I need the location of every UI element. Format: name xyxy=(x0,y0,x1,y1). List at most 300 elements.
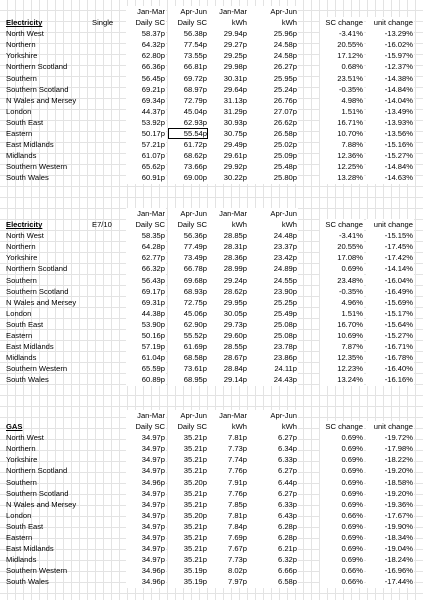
cell[interactable]: 0.69% xyxy=(320,443,364,454)
region-cell[interactable]: East Midlands xyxy=(6,544,54,554)
cell[interactable]: -19.20% xyxy=(366,465,414,476)
cell[interactable]: 7.67p xyxy=(208,543,248,554)
cell[interactable]: 61.04p xyxy=(126,352,166,363)
cell[interactable]: 29.98p xyxy=(208,61,248,72)
cell[interactable]: Daily SC xyxy=(168,421,208,432)
cell[interactable]: SC change xyxy=(320,219,364,230)
cell[interactable]: Daily SC xyxy=(126,421,166,432)
section-title[interactable]: Electricity xyxy=(6,220,43,230)
cell[interactable]: 25.49p xyxy=(248,308,298,319)
cell[interactable]: 0.68% xyxy=(320,61,364,72)
cell[interactable]: 34.97p xyxy=(126,465,166,476)
cell[interactable]: 68.58p xyxy=(168,352,208,363)
cell[interactable]: 50.17p xyxy=(126,128,166,139)
cell[interactable]: 28.36p xyxy=(208,252,248,263)
cell[interactable]: Daily SC xyxy=(168,219,208,230)
cell[interactable]: 62.80p xyxy=(126,50,166,61)
tariff-label[interactable]: E7/10 xyxy=(92,220,112,230)
cell[interactable]: 34.96p xyxy=(126,576,166,587)
cell[interactable]: 6.21p xyxy=(248,543,298,554)
cell[interactable]: 31.29p xyxy=(208,106,248,117)
cell[interactable]: 24.48p xyxy=(248,230,298,241)
cell[interactable]: -17.42% xyxy=(366,252,414,263)
cell[interactable]: -0.35% xyxy=(320,286,364,297)
cell[interactable]: 7.97p xyxy=(208,576,248,587)
region-cell[interactable]: Midlands xyxy=(6,353,37,363)
cell[interactable]: 69.68p xyxy=(168,275,208,286)
cell[interactable]: 69.21p xyxy=(126,84,166,95)
cell[interactable]: 57.21p xyxy=(126,139,166,150)
cell[interactable]: 6.33p xyxy=(248,499,298,510)
cell[interactable]: 24.58p xyxy=(248,50,298,61)
cell[interactable]: -16.40% xyxy=(366,363,414,374)
cell[interactable]: 6.27p xyxy=(248,488,298,499)
cell[interactable]: 10.70% xyxy=(320,128,364,139)
region-cell[interactable]: Southern Western xyxy=(6,364,68,374)
region-cell[interactable]: Southern Western xyxy=(6,162,68,172)
region-cell[interactable]: Northern xyxy=(6,444,36,454)
section-title[interactable]: Electricity xyxy=(6,18,43,28)
cell[interactable]: 66.32p xyxy=(126,263,166,274)
region-cell[interactable]: Midlands xyxy=(6,151,37,161)
cell[interactable]: 35.21p xyxy=(168,532,208,543)
region-cell[interactable]: Yorkshire xyxy=(6,253,38,263)
cell[interactable]: 28.84p xyxy=(208,363,248,374)
cell[interactable]: 50.16p xyxy=(126,330,166,341)
cell[interactable]: -19.90% xyxy=(366,521,414,532)
region-cell[interactable]: South East xyxy=(6,319,44,329)
cell[interactable]: -16.78% xyxy=(366,352,414,363)
cell[interactable]: 25.48p xyxy=(248,161,298,172)
cell[interactable]: 25.24p xyxy=(248,84,298,95)
cell[interactable]: 7.69p xyxy=(208,532,248,543)
cell[interactable]: 6.32p xyxy=(248,554,298,565)
cell[interactable]: 29.95p xyxy=(208,297,248,308)
cell[interactable]: 1.51% xyxy=(320,308,364,319)
cell[interactable]: 28.62p xyxy=(208,286,248,297)
cell[interactable]: -19.04% xyxy=(366,543,414,554)
cell[interactable]: -16.02% xyxy=(366,39,414,50)
cell[interactable]: 7.81p xyxy=(208,510,248,521)
cell[interactable]: -15.97% xyxy=(366,50,414,61)
cell[interactable]: 72.75p xyxy=(168,297,208,308)
cell[interactable]: 53.90p xyxy=(126,319,166,330)
cell[interactable]: 61.07p xyxy=(126,150,166,161)
region-cell[interactable]: South East xyxy=(6,521,44,531)
cell[interactable]: 72.79p xyxy=(168,95,208,106)
cell[interactable]: -15.27% xyxy=(366,150,414,161)
cell[interactable]: 29.49p xyxy=(208,139,248,150)
cell[interactable]: 34.97p xyxy=(126,543,166,554)
cell[interactable]: 6.34p xyxy=(248,443,298,454)
cell[interactable]: 68.62p xyxy=(168,150,208,161)
cell[interactable]: -13.56% xyxy=(366,128,414,139)
cell[interactable]: 7.76p xyxy=(208,488,248,499)
region-cell[interactable]: South East xyxy=(6,117,44,127)
cell[interactable]: 20.55% xyxy=(320,241,364,252)
cell[interactable]: 0.69% xyxy=(320,432,364,443)
region-cell[interactable]: Eastern xyxy=(6,129,33,139)
region-cell[interactable]: Yorkshire xyxy=(6,455,38,465)
cell[interactable]: 26.27p xyxy=(248,61,298,72)
region-cell[interactable]: North West xyxy=(6,29,44,39)
cell[interactable]: 35.21p xyxy=(168,554,208,565)
cell[interactable]: 0.66% xyxy=(320,576,364,587)
cell[interactable]: 29.14p xyxy=(208,374,248,385)
cell[interactable]: 62.90p xyxy=(168,319,208,330)
selected-cell[interactable]: 55.54p xyxy=(168,128,208,139)
cell[interactable]: 34.97p xyxy=(126,432,166,443)
region-cell[interactable]: Eastern xyxy=(6,331,33,341)
cell[interactable]: 6.43p xyxy=(248,510,298,521)
cell[interactable]: 34.96p xyxy=(126,477,166,488)
cell[interactable]: 25.08p xyxy=(248,319,298,330)
cell[interactable]: 68.97p xyxy=(168,84,208,95)
cell[interactable]: 13.24% xyxy=(320,374,364,385)
cell[interactable]: 73.55p xyxy=(168,50,208,61)
cell[interactable]: -14.14% xyxy=(366,263,414,274)
cell[interactable]: 7.85p xyxy=(208,499,248,510)
cell[interactable]: 26.62p xyxy=(248,117,298,128)
cell[interactable]: -18.58% xyxy=(366,477,414,488)
cell[interactable]: 69.17p xyxy=(126,286,166,297)
cell[interactable]: 65.62p xyxy=(126,161,166,172)
tariff-label[interactable]: Single xyxy=(92,18,114,28)
cell[interactable]: 23.42p xyxy=(248,252,298,263)
cell[interactable]: Jan-Mar xyxy=(208,6,248,17)
cell[interactable]: 23.37p xyxy=(248,241,298,252)
cell[interactable]: 29.64p xyxy=(208,84,248,95)
cell[interactable]: 45.06p xyxy=(168,308,208,319)
region-cell[interactable]: South Wales xyxy=(6,375,49,385)
cell[interactable]: 69.31p xyxy=(126,297,166,308)
cell[interactable]: -13.29% xyxy=(366,28,414,39)
cell[interactable]: 35.21p xyxy=(168,543,208,554)
cell[interactable]: -16.16% xyxy=(366,374,414,385)
cell[interactable]: -12.37% xyxy=(366,61,414,72)
cell[interactable]: Jan-Mar xyxy=(208,410,248,421)
cell[interactable]: 23.90p xyxy=(248,286,298,297)
cell[interactable]: 56.45p xyxy=(126,73,166,84)
cell[interactable]: Apr-Jun xyxy=(168,6,208,17)
cell[interactable]: 29.24p xyxy=(208,275,248,286)
cell[interactable]: 0.69% xyxy=(320,263,364,274)
cell[interactable]: -15.16% xyxy=(366,139,414,150)
cell[interactable]: 26.58p xyxy=(248,128,298,139)
cell[interactable]: 25.95p xyxy=(248,73,298,84)
cell[interactable]: 60.89p xyxy=(126,374,166,385)
cell[interactable]: -15.27% xyxy=(366,330,414,341)
region-cell[interactable]: North West xyxy=(6,231,44,241)
cell[interactable]: 28.85p xyxy=(208,230,248,241)
cell[interactable]: 0.69% xyxy=(320,477,364,488)
cell[interactable]: -13.93% xyxy=(366,117,414,128)
cell[interactable]: 56.36p xyxy=(168,230,208,241)
cell[interactable]: 6.27p xyxy=(248,465,298,476)
cell[interactable]: 29.27p xyxy=(208,39,248,50)
cell[interactable]: 45.04p xyxy=(168,106,208,117)
cell[interactable]: -17.45% xyxy=(366,241,414,252)
region-cell[interactable]: Southern Scotland xyxy=(6,488,69,498)
cell[interactable]: 73.49p xyxy=(168,252,208,263)
cell[interactable]: 6.33p xyxy=(248,454,298,465)
cell[interactable]: 64.32p xyxy=(126,39,166,50)
cell[interactable]: 29.92p xyxy=(208,161,248,172)
cell[interactable]: Apr-Jun xyxy=(248,208,298,219)
cell[interactable]: 29.25p xyxy=(208,50,248,61)
cell[interactable]: 25.96p xyxy=(248,28,298,39)
cell[interactable]: 35.21p xyxy=(168,443,208,454)
cell[interactable]: 30.22p xyxy=(208,172,248,183)
cell[interactable]: 77.49p xyxy=(168,241,208,252)
cell[interactable]: 12.23% xyxy=(320,363,364,374)
cell[interactable]: 56.43p xyxy=(126,275,166,286)
cell[interactable]: 58.35p xyxy=(126,230,166,241)
region-cell[interactable]: Southern xyxy=(6,477,37,487)
cell[interactable]: Daily SC xyxy=(168,17,208,28)
cell[interactable]: 0.66% xyxy=(320,565,364,576)
cell[interactable]: -14.04% xyxy=(366,95,414,106)
cell[interactable]: 27.07p xyxy=(248,106,298,117)
cell[interactable]: kWh xyxy=(208,421,248,432)
cell[interactable]: 16.70% xyxy=(320,319,364,330)
cell[interactable]: 26.76p xyxy=(248,95,298,106)
cell[interactable]: 23.78p xyxy=(248,341,298,352)
cell[interactable]: 30.75p xyxy=(208,128,248,139)
cell[interactable]: 7.84p xyxy=(208,521,248,532)
cell[interactable]: 30.31p xyxy=(208,73,248,84)
cell[interactable]: -15.64% xyxy=(366,319,414,330)
cell[interactable]: 35.19p xyxy=(168,576,208,587)
region-cell[interactable]: Northern xyxy=(6,40,36,50)
cell[interactable]: 34.97p xyxy=(126,532,166,543)
cell[interactable]: -3.41% xyxy=(320,28,364,39)
cell[interactable]: -16.49% xyxy=(366,286,414,297)
cell[interactable]: 34.97p xyxy=(126,499,166,510)
cell[interactable]: 35.21p xyxy=(168,499,208,510)
cell[interactable]: 6.58p xyxy=(248,576,298,587)
cell[interactable]: 23.51% xyxy=(320,73,364,84)
cell[interactable]: 7.87% xyxy=(320,341,364,352)
cell[interactable]: -18.24% xyxy=(366,554,414,565)
cell[interactable]: -17.98% xyxy=(366,443,414,454)
cell[interactable]: Apr-Jun xyxy=(168,410,208,421)
cell[interactable]: 68.95p xyxy=(168,374,208,385)
region-cell[interactable]: Northern xyxy=(6,242,36,252)
cell[interactable]: 31.13p xyxy=(208,95,248,106)
cell[interactable]: -14.84% xyxy=(366,84,414,95)
cell[interactable]: 16.71% xyxy=(320,117,364,128)
cell[interactable]: -18.22% xyxy=(366,454,414,465)
cell[interactable]: 34.96p xyxy=(126,565,166,576)
cell[interactable]: 30.93p xyxy=(208,117,248,128)
region-cell[interactable]: South Wales xyxy=(6,577,49,587)
region-cell[interactable]: East Midlands xyxy=(6,140,54,150)
cell[interactable]: 57.19p xyxy=(126,341,166,352)
cell[interactable]: 34.97p xyxy=(126,554,166,565)
cell[interactable]: 24.89p xyxy=(248,263,298,274)
cell[interactable]: 73.61p xyxy=(168,363,208,374)
cell[interactable]: 17.12% xyxy=(320,50,364,61)
cell[interactable]: 60.91p xyxy=(126,172,166,183)
cell[interactable]: unit change xyxy=(366,17,414,28)
cell[interactable]: -19.20% xyxy=(366,488,414,499)
cell[interactable]: Daily SC xyxy=(126,219,166,230)
cell[interactable]: 20.55% xyxy=(320,39,364,50)
cell[interactable]: 35.21p xyxy=(168,454,208,465)
cell[interactable]: 69.72p xyxy=(168,73,208,84)
cell[interactable]: 28.99p xyxy=(208,263,248,274)
cell[interactable]: kWh xyxy=(248,219,298,230)
cell[interactable]: 25.09p xyxy=(248,150,298,161)
cell[interactable]: 7.88% xyxy=(320,139,364,150)
cell[interactable]: 61.69p xyxy=(168,341,208,352)
cell[interactable]: 34.97p xyxy=(126,488,166,499)
region-cell[interactable]: South Wales xyxy=(6,173,49,183)
cell[interactable]: 24.43p xyxy=(248,374,298,385)
cell[interactable]: 6.28p xyxy=(248,521,298,532)
cell[interactable]: Jan-Mar xyxy=(126,6,166,17)
cell[interactable]: -13.49% xyxy=(366,106,414,117)
region-cell[interactable]: N Wales and Mersey xyxy=(6,297,77,307)
cell[interactable]: 25.80p xyxy=(248,172,298,183)
cell[interactable]: -15.15% xyxy=(366,230,414,241)
cell[interactable]: 28.31p xyxy=(208,241,248,252)
cell[interactable]: Jan-Mar xyxy=(126,410,166,421)
cell[interactable]: 7.74p xyxy=(208,454,248,465)
cell[interactable]: -14.38% xyxy=(366,73,414,84)
cell[interactable]: 28.67p xyxy=(208,352,248,363)
cell[interactable]: 0.69% xyxy=(320,521,364,532)
cell[interactable]: -16.04% xyxy=(366,275,414,286)
cell[interactable]: 29.60p xyxy=(208,330,248,341)
cell[interactable]: 0.69% xyxy=(320,543,364,554)
region-cell[interactable]: Southern Scotland xyxy=(6,286,69,296)
region-cell[interactable]: Northern Scotland xyxy=(6,264,68,274)
cell[interactable]: 30.05p xyxy=(208,308,248,319)
cell[interactable]: SC change xyxy=(320,421,364,432)
cell[interactable]: 58.37p xyxy=(126,28,166,39)
cell[interactable]: kWh xyxy=(248,421,298,432)
cell[interactable]: 0.69% xyxy=(320,454,364,465)
region-cell[interactable]: Southern xyxy=(6,73,37,83)
cell[interactable]: 7.81p xyxy=(208,432,248,443)
cell[interactable]: 64.28p xyxy=(126,241,166,252)
cell[interactable]: 0.66% xyxy=(320,510,364,521)
cell[interactable]: 35.19p xyxy=(168,565,208,576)
cell[interactable]: 53.92p xyxy=(126,117,166,128)
cell[interactable]: 34.97p xyxy=(126,510,166,521)
cell[interactable]: 13.28% xyxy=(320,172,364,183)
cell[interactable]: 69.34p xyxy=(126,95,166,106)
cell[interactable]: 1.51% xyxy=(320,106,364,117)
cell[interactable]: 0.69% xyxy=(320,532,364,543)
cell[interactable]: kWh xyxy=(208,17,248,28)
region-cell[interactable]: Southern xyxy=(6,275,37,285)
region-cell[interactable]: Northern Scotland xyxy=(6,466,68,476)
cell[interactable]: 35.21p xyxy=(168,521,208,532)
cell[interactable]: 77.54p xyxy=(168,39,208,50)
cell[interactable]: -19.72% xyxy=(366,432,414,443)
cell[interactable]: 4.98% xyxy=(320,95,364,106)
cell[interactable]: 35.21p xyxy=(168,465,208,476)
cell[interactable]: SC change xyxy=(320,17,364,28)
cell[interactable]: 35.20p xyxy=(168,477,208,488)
cell[interactable]: 6.44p xyxy=(248,477,298,488)
region-cell[interactable]: Midlands xyxy=(6,555,37,565)
cell[interactable]: 62.93p xyxy=(168,117,208,128)
cell[interactable]: kWh xyxy=(208,219,248,230)
cell[interactable]: -16.96% xyxy=(366,565,414,576)
cell[interactable]: 55.52p xyxy=(168,330,208,341)
cell[interactable]: 7.76p xyxy=(208,465,248,476)
cell[interactable]: 35.21p xyxy=(168,488,208,499)
cell[interactable]: 25.08p xyxy=(248,330,298,341)
cell[interactable]: Apr-Jun xyxy=(168,208,208,219)
cell[interactable]: 4.96% xyxy=(320,297,364,308)
cell[interactable]: 0.69% xyxy=(320,499,364,510)
cell[interactable]: 24.58p xyxy=(248,39,298,50)
cell[interactable]: 6.27p xyxy=(248,432,298,443)
region-cell[interactable]: London xyxy=(6,510,32,520)
cell[interactable]: 23.86p xyxy=(248,352,298,363)
cell[interactable]: 34.97p xyxy=(126,454,166,465)
region-cell[interactable]: Yorkshire xyxy=(6,51,38,61)
region-cell[interactable]: East Midlands xyxy=(6,342,54,352)
cell[interactable]: 0.69% xyxy=(320,488,364,499)
cell[interactable]: 6.28p xyxy=(248,532,298,543)
cell[interactable]: 34.97p xyxy=(126,521,166,532)
cell[interactable]: 8.02p xyxy=(208,565,248,576)
cell[interactable]: 12.36% xyxy=(320,150,364,161)
cell[interactable]: Jan-Mar xyxy=(208,208,248,219)
cell[interactable]: -14.84% xyxy=(366,161,414,172)
cell[interactable]: 7.91p xyxy=(208,477,248,488)
cell[interactable]: 17.08% xyxy=(320,252,364,263)
region-cell[interactable]: Southern Scotland xyxy=(6,84,69,94)
cell[interactable]: Jan-Mar xyxy=(126,208,166,219)
cell[interactable]: 73.66p xyxy=(168,161,208,172)
cell[interactable]: 25.02p xyxy=(248,139,298,150)
cell[interactable]: 24.55p xyxy=(248,275,298,286)
cell[interactable]: 23.48% xyxy=(320,275,364,286)
cell[interactable]: 12.25% xyxy=(320,161,364,172)
cell[interactable]: 35.20p xyxy=(168,510,208,521)
region-cell[interactable]: N Wales and Mersey xyxy=(6,499,77,509)
region-cell[interactable]: North West xyxy=(6,433,44,443)
cell[interactable]: Apr-Jun xyxy=(248,410,298,421)
cell[interactable]: -17.44% xyxy=(366,576,414,587)
cell[interactable]: 6.66p xyxy=(248,565,298,576)
cell[interactable]: 25.25p xyxy=(248,297,298,308)
cell[interactable]: 0.69% xyxy=(320,554,364,565)
cell[interactable]: unit change xyxy=(366,219,414,230)
cell[interactable]: -3.41% xyxy=(320,230,364,241)
cell[interactable]: 7.73p xyxy=(208,443,248,454)
cell[interactable]: -0.35% xyxy=(320,84,364,95)
cell[interactable]: 68.93p xyxy=(168,286,208,297)
region-cell[interactable]: Eastern xyxy=(6,533,33,543)
cell[interactable]: kWh xyxy=(248,17,298,28)
cell[interactable]: 66.36p xyxy=(126,61,166,72)
region-cell[interactable]: Northern Scotland xyxy=(6,62,68,72)
region-cell[interactable]: London xyxy=(6,106,32,116)
cell[interactable]: 35.21p xyxy=(168,432,208,443)
cell[interactable]: -15.69% xyxy=(366,297,414,308)
cell[interactable]: Apr-Jun xyxy=(248,6,298,17)
cell[interactable]: 28.55p xyxy=(208,341,248,352)
cell[interactable]: 7.73p xyxy=(208,554,248,565)
